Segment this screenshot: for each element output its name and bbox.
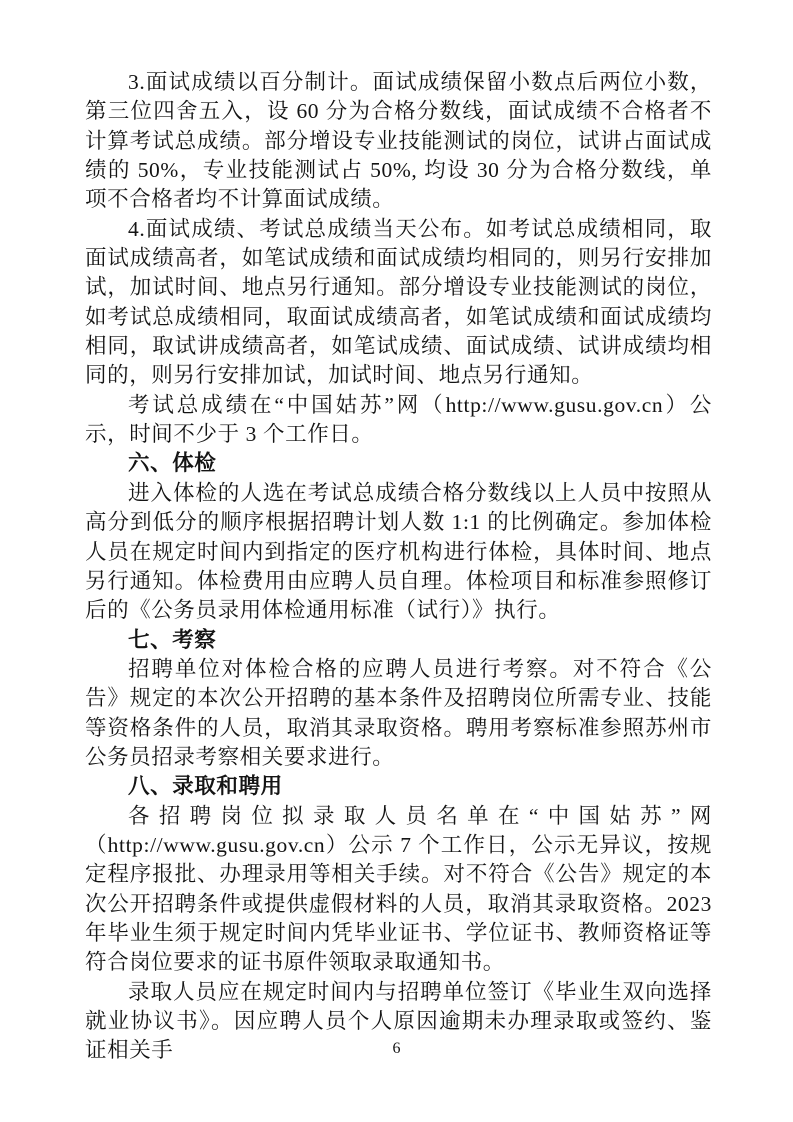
- paragraph-admission-publicity: 各招聘岗位拟录取人员名单在“中国姑苏”网（http://www.gusu.gov.cn）公示 7 个工作日，公示无异议，按规定程序报批、办理录用等相关手续。对不符合《公告》规定的本次公开招聘条件或提供虚假材料的人员，取消其录取资格。2023 年毕业生须于规定时间内凭毕业证书、学位证书、教师资格证等符合岗位要求的证书原件领取录取通知书。: [85, 803, 712, 975]
- heading-section-7-inspection: 七、考察: [128, 627, 217, 652]
- heading-section-6-physical-exam: 六、体检: [128, 451, 217, 476]
- paragraph-interview-score-rules: 3.面试成绩以百分制计。面试成绩保留小数点后两位小数，第三位四舍五入，设 60 分为合格分数线，面试成绩不合格者不计算考试总成绩。部分增设专业技能测试的岗位，试讲占面试成绩的 50%，专业技能测试占 50%, 均设 30 分为合格分数线，单项不合格者均不计算面试成绩。: [85, 70, 712, 212]
- page-footer: [0, 1040, 793, 1058]
- paragraph-inspection-details: 招聘单位对体检合格的应聘人员进行考察。对不符合《公告》规定的本次公开招聘的基本条件及招聘岗位所需专业、技能等资格条件的人员，取消其录取资格。聘用考察标准参照苏州市公务员招录考察相关要求进行。: [85, 656, 712, 769]
- paragraph-physical-exam-details: 进入体检的人选在考试总成绩合格分数线以上人员中按照从高分到低分的顺序根据招聘计划人数 1:1 的比例确定。参加体检人员在规定时间内到指定的医疗机构进行体检，具体时间、地点另行通知。体检费用由应聘人员自理。体检项目和标准参照修订后的《公务员录用体检通用标准（试行）》执行。: [85, 480, 712, 623]
- page-number: 6: [392, 1040, 401, 1057]
- heading-section-8-admission-employment: 八、录取和聘用: [128, 774, 283, 799]
- paragraph-employment-agreement: 录取人员应在规定时间内与招聘单位签订《毕业生双向选择就业协议书》。因应聘人员个人原因逾期未办理录取或签约、鉴证相关手: [85, 979, 712, 1063]
- document-content: [85, 68, 712, 1066]
- paragraph-total-score-publicity: 考试总成绩在“中国姑苏”网（http://www.gusu.gov.cn）公示，时间不少于 3 个工作日。: [85, 392, 712, 447]
- paragraph-score-announcement-tiebreak: 4.面试成绩、考试总成绩当天公布。如考试总成绩相同，取面试成绩高者，如笔试成绩和面试成绩均相同的，则另行安排加试，加试时间、地点另行通知。部分增设专业技能测试的岗位，如考试总成绩相同，取面试成绩高者，如笔试成绩和面试成绩均相同，取试讲成绩高者，如笔试成绩、面试成绩、试讲成绩均相同的，则另行安排加试，加试时间、地点另行通知。: [85, 216, 712, 388]
